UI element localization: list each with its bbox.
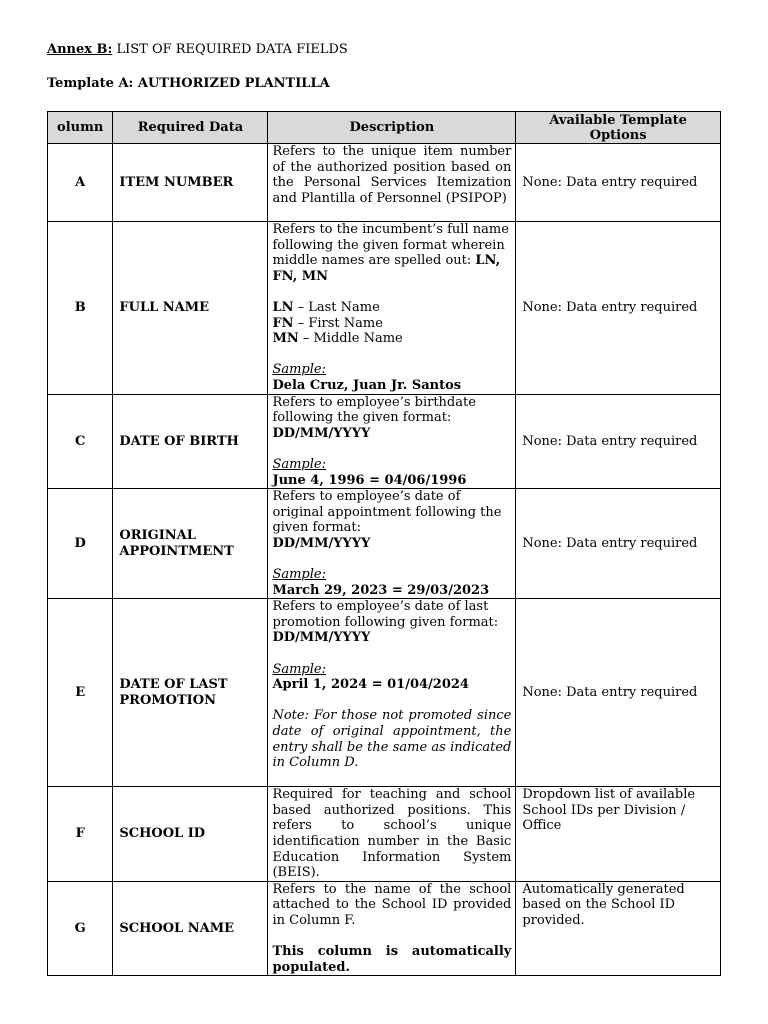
table-row [48,144,721,222]
required-field: ORIGINAL APPOINTMENT [113,489,268,599]
header-description: Description [268,112,516,144]
column-letter: F [48,787,113,882]
description-intro [272,222,511,284]
table-row [48,489,721,599]
date-format: DD/MM/YYYY [272,535,371,551]
legend-value: – Middle Name [298,331,403,347]
sample-value: April 1, 2024 = 01/04/2024 [272,677,469,693]
template-option: None: Data entry required [516,144,721,222]
required-field: DATE OF LAST PROMOTION [113,599,268,787]
table-row [48,394,721,489]
column-letter: E [48,599,113,787]
legend-key: FN [272,315,294,331]
column-letter: G [48,881,113,976]
description-text: Refers to the name of the school attached to the School ID provided in Column F. [272,881,512,928]
date-format: DD/MM/YYYY [272,630,371,646]
description-text: Refers to the incumbent’s full name following the given format wherein middle names are spelled out: [272,222,509,269]
note-text: Note: For those not promoted since date of original appointment, the entry shall be the same as indicated in Column D. [272,708,512,771]
column-letter: C [48,394,113,489]
description [268,222,516,395]
name-format: LN, FN, MN [272,253,501,284]
description [268,394,516,489]
template-option: Dropdown list of available School IDs per Division / Office [516,787,721,882]
description: Required for teaching and school based authorized positions. This refers to school’s unique identification number in the Basic Education Information System (BEIS). [268,787,516,882]
required-field: ITEM NUMBER [113,144,268,222]
description: Refers to the unique item number of the authorized position based on the Personal Services Itemization and Plantilla of Personnel (PSIPOP) [268,144,516,222]
template-option: None: Data entry required [516,599,721,787]
template-option: Automatically generated based on the School ID provided. [516,881,721,976]
required-field: SCHOOL ID [113,787,268,882]
sample-value: Dela Cruz, Juan Jr. Santos [272,377,462,393]
legend-key: MN [272,331,299,347]
legend-mn [272,331,511,347]
required-field: DATE OF BIRTH [113,394,268,489]
description-intro: Refers to employee’s date of original appointment following the given format: [272,489,502,536]
legend-value: – First Name [293,315,383,331]
sample-label: Sample: [272,567,326,583]
sample-value: March 29, 2023 = 29/03/2023 [272,582,490,598]
table-row [48,881,721,976]
column-letter: D [48,489,113,599]
description-intro: Refers to employee’s date of last promotion following given format: [272,599,499,630]
template-heading: Template A: AUTHORIZED PLANTILLA [47,76,330,91]
header-required-data: Required Data [113,112,268,144]
date-format: DD/MM/YYYY [272,425,371,441]
table-row [48,222,721,395]
annex-title: LIST OF REQUIRED DATA FIELDS [116,42,348,57]
table-row [48,599,721,787]
column-letter: A [48,144,113,222]
description-bold-note: This column is automatically populated. [272,944,512,975]
description [268,881,516,976]
template-option: None: Data entry required [516,394,721,489]
header-column: olumn [48,112,113,144]
required-field: FULL NAME [113,222,268,395]
legend-ln [272,300,511,316]
template-option: None: Data entry required [516,489,721,599]
header-template-options: Available Template Options [516,112,721,144]
column-letter: B [48,222,113,395]
sample-value: June 4, 1996 = 04/06/1996 [272,472,467,488]
description [268,489,516,599]
table-header-row [48,112,721,144]
description [268,599,516,787]
legend-value: – Last Name [293,299,380,315]
description-intro: Refers to employee’s birthdate following the given format: [272,394,476,426]
sample-label: Sample: [272,661,326,677]
required-data-fields-table [47,111,721,976]
sample-label: Sample: [272,362,326,378]
legend-fn [272,316,511,332]
annex-heading [47,42,348,57]
legend-key: LN [272,299,294,315]
template-option: None: Data entry required [516,222,721,395]
annex-label: Annex B: [47,42,113,57]
sample-label: Sample: [272,456,326,472]
required-field: SCHOOL NAME [113,881,268,976]
table-row [48,787,721,882]
